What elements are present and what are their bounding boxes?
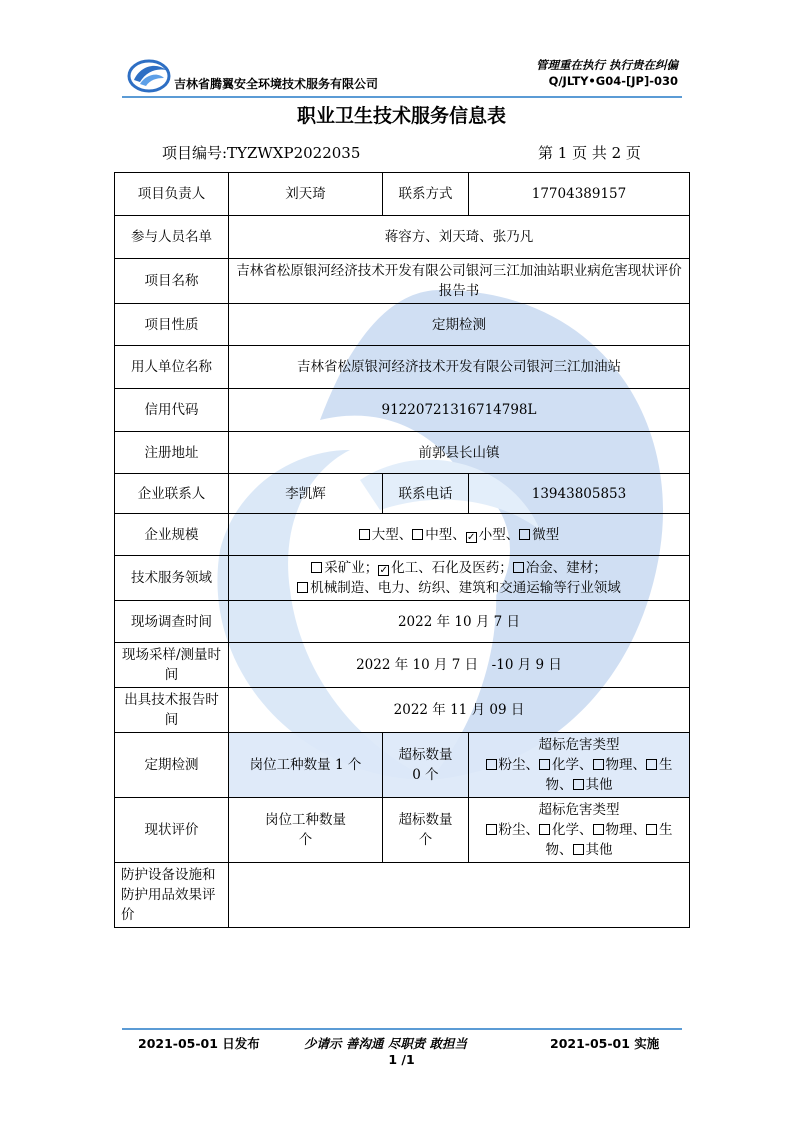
- table-row: [115, 798, 690, 863]
- page-title: 职业卫生技术服务信息表: [296, 105, 506, 127]
- table-row: [115, 346, 690, 389]
- hazard-option-label: 其他: [585, 842, 613, 858]
- status-exceed-unit: 个: [418, 832, 433, 848]
- hazard-type-label: 超标危害类型: [538, 802, 620, 818]
- credit-value: 91220721316714798L: [229, 389, 690, 432]
- ent-contact-value: 李凯辉: [229, 474, 383, 514]
- table-row: [115, 173, 690, 216]
- hazard-option-label: 生: [659, 822, 673, 838]
- table-row: [115, 556, 690, 601]
- table-row: [115, 688, 690, 733]
- domain-checkbox-machinery[interactable]: [297, 582, 308, 593]
- scale-checkbox-large[interactable]: [359, 529, 370, 540]
- table-row: [115, 733, 690, 798]
- scale-option-label: 中型、: [425, 526, 466, 543]
- ent-phone-label: 联系电话: [383, 474, 469, 514]
- hazard-checkbox[interactable]: [539, 759, 550, 770]
- periodic-exceed-count: 0 个: [412, 767, 439, 783]
- survey-label: 现场调查时间: [115, 601, 229, 643]
- hazard-checkbox[interactable]: [573, 779, 584, 790]
- report-value: 2022 年 11 月 09 日: [229, 688, 690, 733]
- hazard-checkbox[interactable]: [646, 759, 657, 770]
- employer-value: 吉林省松原银河经济技术开发有限公司银河三江加油站: [229, 346, 690, 389]
- protect-label: 防护设备设施和防护用品效果评价: [115, 863, 229, 928]
- domain-checkbox-metallurgy[interactable]: [513, 562, 524, 573]
- table-row: [115, 863, 690, 928]
- hazard-option-label: 物理、: [605, 757, 646, 773]
- header-divider: [122, 96, 682, 98]
- periodic-exceed-label: 超标数量: [398, 747, 453, 763]
- page-number: 1 /1: [388, 1052, 415, 1067]
- hazard-checkbox[interactable]: [486, 759, 497, 770]
- contact-label: 联系方式: [383, 173, 469, 216]
- domain-label: 技术服务领域: [115, 556, 229, 601]
- nature-label: 项目性质: [115, 304, 229, 346]
- effective-date: 2021-05-01 实施: [550, 1036, 660, 1051]
- doc-code: Q/JLTY•G04-[JP]-030: [548, 74, 678, 88]
- table-row: [115, 514, 690, 556]
- hazard-option-label: 物、: [545, 777, 573, 793]
- report-label: 出具技术报告时间: [115, 688, 229, 733]
- hazard-checkbox[interactable]: [573, 844, 584, 855]
- table-row: [115, 216, 690, 259]
- footer-divider: [122, 1028, 682, 1030]
- hazard-option-label: 化学、: [552, 757, 593, 773]
- leader-label: 项目负责人: [115, 173, 229, 216]
- domain-checkbox-mining[interactable]: [311, 562, 322, 573]
- domain-option-label: 机械制造、电力、纺织、建筑和交通运输等行业领域: [310, 580, 621, 596]
- table-row: [115, 601, 690, 643]
- periodic-hazard-types: [469, 733, 690, 798]
- domain-option-label: 化工、石化及医药；: [391, 560, 513, 576]
- sampling-value: 2022 年 10 月 7 日 -10 月 9 日: [229, 643, 690, 688]
- ent-contact-label: 企业联系人: [115, 474, 229, 514]
- hazard-checkbox[interactable]: [593, 824, 604, 835]
- protect-value: [229, 863, 690, 928]
- hazard-option-label: 其他: [585, 777, 613, 793]
- status-posts-label: 岗位工种数量: [265, 812, 346, 828]
- scale-option-label: 小型、: [478, 526, 520, 543]
- hazard-type-label: 超标危害类型: [538, 737, 620, 753]
- scale-checkbox-micro[interactable]: [519, 529, 530, 540]
- table-row: [115, 259, 690, 304]
- domain-options: [229, 556, 690, 601]
- nature-value: 定期检测: [229, 304, 690, 346]
- hazard-option-label: 生: [659, 757, 673, 773]
- scale-option-label: 微型: [532, 526, 560, 543]
- company-logo: [126, 56, 172, 94]
- table-row: [115, 389, 690, 432]
- scale-options: [229, 514, 690, 556]
- hazard-option-label: 物理、: [605, 822, 646, 838]
- info-table: [114, 172, 690, 928]
- scale-option-label: 大型、: [371, 526, 413, 543]
- contact-value: 17704389157: [469, 173, 690, 216]
- domain-line-1: [235, 558, 683, 578]
- hazard-checkbox[interactable]: [486, 824, 497, 835]
- employer-label: 用人单位名称: [115, 346, 229, 389]
- table-row: [115, 304, 690, 346]
- sampling-label: 现场采样/测量时间: [115, 643, 229, 688]
- issue-date: 2021-05-01 日发布: [138, 1036, 260, 1051]
- periodic-posts: 岗位工种数量 1 个: [229, 733, 383, 798]
- project-name-label: 项目名称: [115, 259, 229, 304]
- survey-value: 2022 年 10 月 7 日: [229, 601, 690, 643]
- address-value: 前郭县长山镇: [229, 432, 690, 474]
- periodic-label: 定期检测: [115, 733, 229, 798]
- status-posts: [229, 798, 383, 863]
- scale-checkbox-small[interactable]: ✓: [467, 531, 476, 543]
- status-label: 现状评价: [115, 798, 229, 863]
- domain-checkbox-chemical[interactable]: ✓: [379, 565, 388, 576]
- page-info: 第 1 页 共 2 页: [538, 144, 641, 162]
- hazard-line-2: [475, 840, 683, 860]
- leader-value: 刘天琦: [229, 173, 383, 216]
- credit-label: 信用代码: [115, 389, 229, 432]
- hazard-checkbox[interactable]: [539, 824, 550, 835]
- scale-label: 企业规模: [115, 514, 229, 556]
- address-label: 注册地址: [115, 432, 229, 474]
- table-row: [115, 474, 690, 514]
- motto: 管理重在执行 执行贵在纠偏: [535, 58, 678, 72]
- project-number: 项目编号:TYZWXP2022035: [162, 144, 361, 162]
- status-exceed: [383, 798, 469, 863]
- members-value: 蒋容方、刘天琦、张乃凡: [229, 216, 690, 259]
- footer-slogan: 少请示 善沟通 尽职责 敢担当: [304, 1036, 468, 1051]
- hazard-option-label: 粉尘、: [498, 757, 539, 773]
- status-exceed-label: 超标数量: [398, 812, 453, 828]
- domain-option-label: 采矿业；: [324, 560, 379, 576]
- status-hazard-types: [469, 798, 690, 863]
- hazard-line-1: [475, 820, 683, 840]
- company-name: 吉林省腾翼安全环境技术服务有限公司: [174, 77, 379, 91]
- domain-option-label: 冶金、建材；: [525, 560, 607, 576]
- table-row: [115, 432, 690, 474]
- hazard-option-label: 物、: [545, 842, 573, 858]
- project-name-value: 吉林省松原银河经济技术开发有限公司银河三江加油站职业病危害现状评价报告书: [229, 259, 690, 304]
- ent-phone-value: 13943805853: [469, 474, 690, 514]
- hazard-checkbox[interactable]: [646, 824, 657, 835]
- hazard-option-label: 粉尘、: [498, 822, 539, 838]
- periodic-exceed: [383, 733, 469, 798]
- scale-checkbox-medium[interactable]: [412, 529, 423, 540]
- hazard-line-2: [475, 775, 683, 795]
- status-posts-unit: 个: [298, 832, 313, 848]
- hazard-checkbox[interactable]: [593, 759, 604, 770]
- hazard-line-1: [475, 755, 683, 775]
- domain-line-2: [235, 578, 683, 598]
- members-label: 参与人员名单: [115, 216, 229, 259]
- table-row: [115, 643, 690, 688]
- hazard-option-label: 化学、: [552, 822, 593, 838]
